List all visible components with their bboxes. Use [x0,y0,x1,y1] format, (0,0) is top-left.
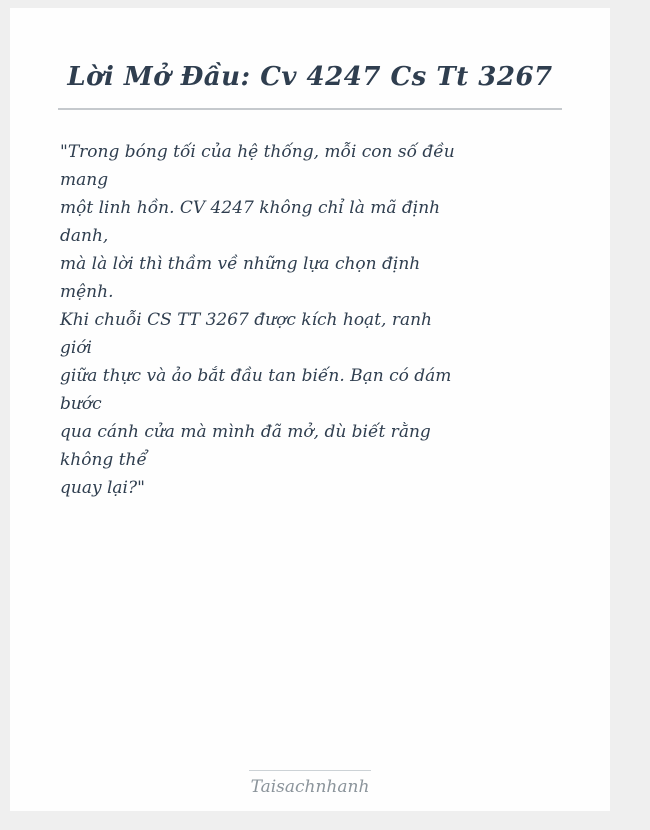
document-card [10,8,610,811]
quote-line: không thể [60,450,147,470]
quote-line: mệnh. [60,282,114,302]
page-title: Lời Mở Đầu: Cv 4247 Cs Tt 3267 [67,62,553,92]
quote-line: bước [60,394,102,414]
footer [10,770,610,797]
quote-line: Khi chuỗi CS TT 3267 được kích hoạt, ranh [60,310,432,330]
quote-line: mang [60,170,109,190]
quote-line: "Trong bóng tối của hệ thống, mỗi con số đều [60,142,455,162]
footer-divider [249,770,371,771]
quote-line: qua cánh cửa mà mình đã mở, dù biết rằng [60,422,431,442]
title-divider [58,108,562,110]
quote-block [60,138,562,502]
quote-line: một linh hồn. CV 4247 không chỉ là mã định [60,198,441,218]
quote-line: giới [60,338,92,358]
quote-line: mà là lời thì thầm về những lựa chọn định [60,254,421,274]
footer-brand: Taisachnhanh [250,777,370,797]
quote-line: danh, [60,226,109,246]
quote-line: giữa thực và ảo bắt đầu tan biến. Bạn có dám [60,366,452,386]
quote-line: quay lại?" [60,478,145,498]
